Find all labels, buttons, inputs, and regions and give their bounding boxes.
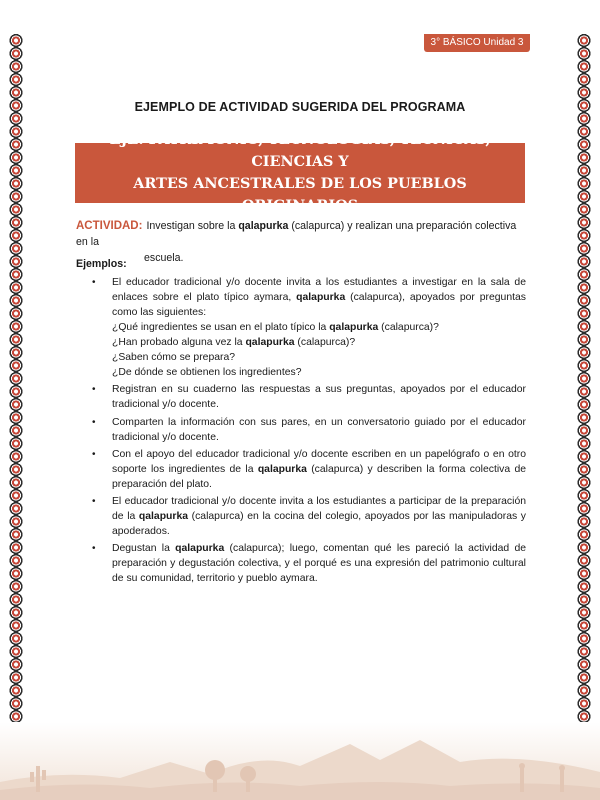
item-text: El educador tradicional y/o docente invita a los estudiantes a investigar en la sala de enlaces sobre el plato típico aymara,: [112, 277, 526, 303]
item-bold: qalapurka: [175, 543, 225, 555]
question-1: [112, 320, 526, 335]
list-item: [76, 415, 526, 445]
unit-tab: 3° BÁSICO Unidad 3: [424, 34, 530, 52]
item-bold: qalapurka: [257, 463, 307, 475]
question-3: ¿Saben cómo se prepara?: [112, 352, 236, 363]
bullet-icon: •: [92, 543, 96, 555]
item-text: El educador tradicional y/o docente invita a los estudiantes a participar de la preparación de la: [112, 496, 526, 523]
decorative-border-left: [8, 34, 24, 730]
eje-banner: [75, 131, 525, 214]
item-text: (calapurca) y describen la forma colectiva de preparación del plato.: [112, 463, 527, 490]
page-title: EJEMPLO DE ACTIVIDAD SUGERIDA DEL PROGRAMA: [134, 100, 466, 114]
q-text: ¿Qué ingredientes se usan en el plato típico la: [112, 322, 330, 333]
bullet-icon: •: [92, 496, 96, 508]
item-text: (calapurca), apoyados por preguntas como las siguientes:: [112, 292, 526, 318]
actividad-section: [76, 218, 528, 266]
bullet-icon: •: [92, 384, 96, 396]
list-item: [76, 447, 526, 492]
item-text: Con el apoyo del educador tradicional y/o docente escriben en un papelógrafo o en otro soporte los ingredientes de la: [112, 448, 526, 475]
question-4: ¿De dónde se obtienen los ingredientes?: [112, 367, 302, 378]
list-item: [76, 275, 526, 380]
footer-landscape-illustration: [0, 722, 600, 800]
item-text: Registran en su cuaderno las respuestas a sus preguntas, apoyados por el educador tradicional y/o docente.: [112, 384, 526, 411]
actividad-text-bold: qalapurka: [238, 220, 289, 232]
eje-line-1: EJE: PATRIMONIO, TECNOLOGÍAS, TÉCNICAS, CIENCIAS Y: [109, 131, 491, 170]
q-bold: qalapurka: [329, 322, 379, 333]
actividad-text-a: Investigan sobre la: [146, 220, 239, 232]
bullet-icon: •: [92, 277, 96, 288]
list-item: [76, 494, 526, 539]
item-bold: qalapurka: [296, 292, 346, 303]
q-text: ¿Han probado alguna vez la: [112, 337, 246, 348]
actividad-text-c: escuela.: [144, 252, 184, 264]
bullet-icon: •: [92, 416, 96, 428]
actividad-text-b: (calapurca) y realizan una preparación colectiva en la: [76, 220, 517, 248]
item-text: (calapurca) en la cocina del colegio, apoyados por las manipuladoras y apoderados.: [112, 511, 527, 538]
item-bold: qalapurka: [138, 511, 189, 523]
list-item: [76, 541, 526, 586]
q-text: (calapurca)?: [294, 337, 356, 348]
ejemplos-label: Ejemplos:: [76, 258, 127, 270]
list-item: [76, 382, 526, 412]
bullet-icon: •: [92, 448, 96, 460]
q-text: (calapurca)?: [378, 322, 439, 333]
question-2: [112, 335, 526, 350]
examples-list: [76, 275, 526, 589]
decorative-border-right: [576, 34, 592, 730]
item-text: Degustan la: [112, 543, 176, 555]
q-bold: qalapurka: [245, 337, 295, 348]
actividad-label: ACTIVIDAD:: [76, 220, 143, 232]
item-text: Comparten la información con sus pares, en un conversatorio guiado por el educador tradicional y/o docente.: [112, 416, 526, 443]
item-text: (calapurca); luego, comentan qué les pareció la actividad de preparación y degustación colectiva, y el porqué es una expresión del patrimonio cultural de su comunidad, territorio y pueblo aymara.: [112, 543, 527, 585]
eje-line-2: ARTES ANCESTRALES DE LOS PUEBLOS ORIGINARIOS: [133, 175, 467, 214]
